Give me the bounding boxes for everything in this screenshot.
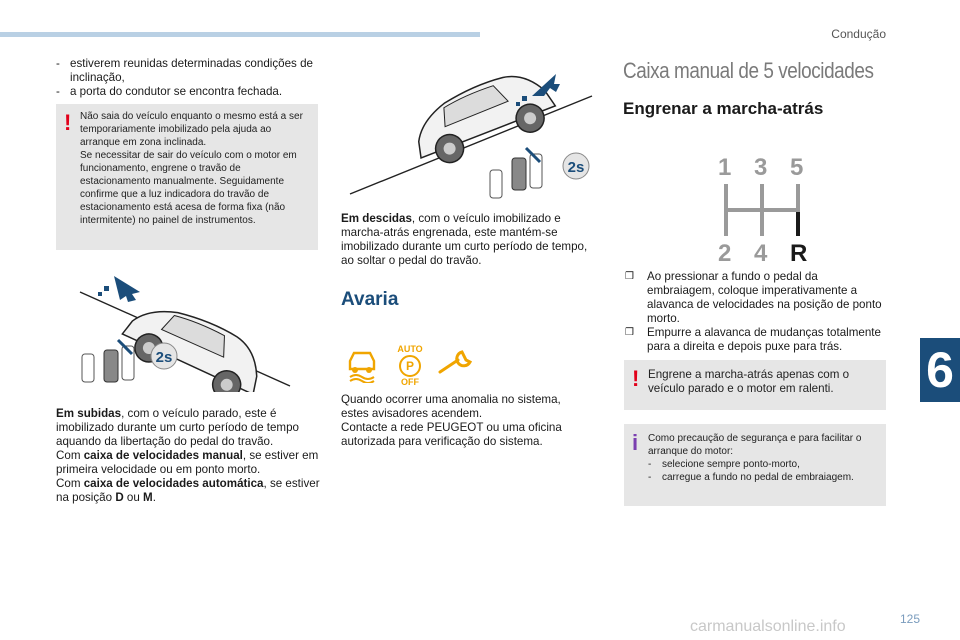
gear-label: 1 (718, 154, 732, 181)
watermark: carmanualsonline.info (690, 618, 846, 635)
list-item: - carregue a fundo no pedal de embraiagem. (648, 471, 882, 484)
section-title: Engrenar a marcha-atrás (623, 99, 824, 118)
gear-label: 3 (754, 154, 768, 181)
warning-box (624, 360, 886, 410)
condition-list (56, 57, 320, 99)
info-text: Como precaução de segurança e para facilitar o arranque do motor: - selecione sempre ponto-morto, - carregue a fundo no pedal de embraiagem. (648, 432, 882, 484)
wrench-icon (436, 348, 478, 378)
page-number: 125 (899, 612, 920, 626)
reverse-gear-label: R (790, 240, 808, 267)
gear-label: 4 (754, 240, 768, 267)
list-item: ❒ Ao pressionar a fundo o pedal da embraiagem, coloque imperativamente a alavanca de velocidades na posição de ponto morto. (625, 270, 887, 326)
warning-icon: ! (632, 366, 640, 391)
esp-warning-icon (342, 343, 382, 383)
list-item: - estiverem reunidas determinadas condições de inclinação, (56, 57, 320, 85)
uphill-paragraph: Em subidas, com o veículo parado, este é imobilizado durante um curto período de tempo aquando da libertação do pedal do travão. Com caixa de velocidades manual, se estiver em primeira velocidade ou em ponto morto. Com caixa de velocidades automática, se estiver na posição D ou M. (56, 407, 320, 504)
downhill-paragraph: Em descidas, com o veículo imobilizado e marcha-atrás engrenada, este mantém-se imobilizado durante um curto período de tempo, ao soltar o pedal do travão. (341, 212, 588, 267)
timer-badge-label: 2s (567, 159, 585, 176)
timer-badge-label: 2s (155, 349, 173, 366)
list-item: - selecione sempre ponto-morto, (648, 458, 882, 471)
warning-box (56, 104, 318, 250)
warning-text: Engrene a marcha-atrás apenas com o veículo parado e o motor em ralenti. (648, 368, 850, 395)
pedal-icon (490, 148, 542, 198)
uphill-car-illustration (60, 262, 300, 392)
pedal-icon (82, 340, 134, 382)
list-item: ❒ Empurre a alavanca de mudanças totalmente para a direita e depois puxe para trás. (625, 326, 887, 354)
direction-arrow-icon (98, 276, 140, 302)
chapter-title: Condução (831, 27, 886, 41)
gear-shift-diagram (712, 154, 812, 266)
park-brake-icon: P (399, 355, 421, 377)
auto-park-off-indicator: AUTO P OFF (397, 344, 423, 387)
steps-list (625, 270, 887, 354)
top-accent-bar (0, 32, 480, 37)
page-title: Caixa manual de 5 velocidades (623, 58, 874, 83)
gear-label: 2 (718, 240, 732, 267)
avaria-heading: Avaria (341, 289, 399, 310)
info-icon: i (632, 430, 639, 455)
chapter-number-tab: 6 (920, 338, 960, 402)
avaria-paragraph: Quando ocorrer uma anomalia no sistema, estes avisadores acendem. Contacte a rede PEUGEOT ou uma oficina autorizada para verificação do sistema. (341, 393, 562, 448)
downhill-car-illustration (340, 66, 596, 206)
list-item: - a porta do condutor se encontra fechada. (56, 85, 320, 99)
info-box (624, 424, 886, 506)
warning-icon: ! (64, 110, 72, 135)
warning-text: Não saia do veículo enquanto o mesmo está a ser temporariamente imobilizado pela ajuda ao arranque em zona inclinada. Se necessitar de sair do veículo com o motor em funcionamento, engrene o travão de estacionamento manualmente. Seguidamente confirme que a luz indicadora do travão de estacionamento está acesa de forma fixa (não intermitente) no painel de instrumentos. (80, 111, 303, 226)
gear-label: 5 (790, 154, 804, 181)
